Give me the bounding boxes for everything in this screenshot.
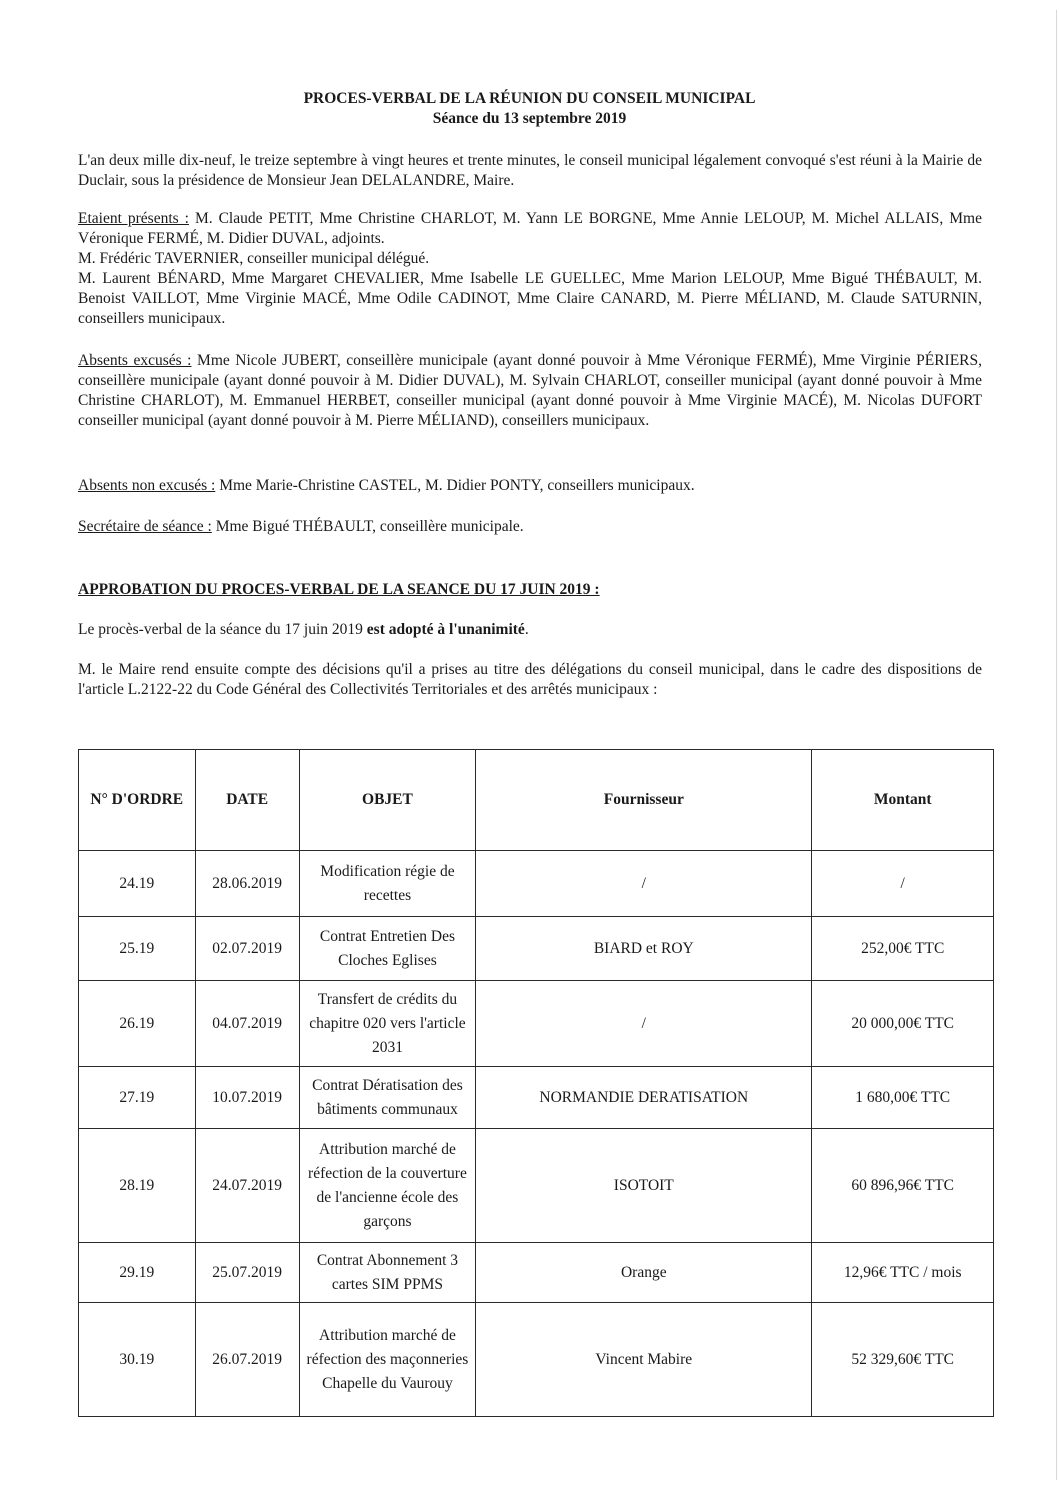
header-montant: Montant <box>812 750 994 851</box>
cell-numero: 25.19 <box>79 917 196 981</box>
presents-adjoints: M. Claude PETIT, Mme Christine CHARLOT, M. Yann LE BORGNE, Mme Annie LELOUP, M. Michel ALLAIS, Mme Véronique FERMÉ, M. Didier DUVAL, adjoints. <box>78 210 982 247</box>
table-header-row <box>79 750 994 851</box>
cell-objet: Attribution marché de réfection des maçonneries Chapelle du Vaurouy <box>299 1303 475 1417</box>
table-row <box>79 1129 994 1243</box>
cell-fournisseur: BIARD et ROY <box>476 917 812 981</box>
cell-montant: / <box>812 851 994 917</box>
table-row <box>79 851 994 917</box>
presents-label: Etaient présents : <box>78 210 189 227</box>
header-date: DATE <box>195 750 299 851</box>
approbation-end: . <box>524 621 529 638</box>
scan-edge-line <box>1056 10 1057 1480</box>
cell-date: 10.07.2019 <box>195 1067 299 1129</box>
cell-date: 26.07.2019 <box>195 1303 299 1417</box>
cell-objet: Transfert de crédits du chapitre 020 vers l'article 2031 <box>299 981 475 1067</box>
approbation-paragraph <box>78 620 982 640</box>
cell-fournisseur: / <box>476 851 812 917</box>
table-row <box>79 1067 994 1129</box>
cell-fournisseur: Vincent Mabire <box>476 1303 812 1417</box>
cell-date: 24.07.2019 <box>195 1129 299 1243</box>
absents-non-excuses-label: Absents non excusés : <box>78 477 216 494</box>
cell-objet: Modification régie de recettes <box>299 851 475 917</box>
intro-paragraph: L'an deux mille dix-neuf, le treize septembre à vingt heures et trente minutes, le conseil municipal légalement convoqué s'est réuni à la Mairie de Duclair, sous la présidence de Monsieur Jean DELALANDRE, Maire. <box>78 152 982 189</box>
cell-objet: Contrat Entretien Des Cloches Eglises <box>299 917 475 981</box>
cell-fournisseur: NORMANDIE DERATISATION <box>476 1067 812 1129</box>
secretaire-label: Secrétaire de séance : <box>78 518 212 535</box>
cell-numero: 24.19 <box>79 851 196 917</box>
cell-numero: 27.19 <box>79 1067 196 1129</box>
decisions-table <box>78 749 994 1417</box>
cell-objet: Contrat Dératisation des bâtiments communaux <box>299 1067 475 1129</box>
cell-fournisseur: Orange <box>476 1243 812 1303</box>
compte-rendu-paragraph: M. le Maire rend ensuite compte des décisions qu'il a prises au titre des délégations du conseil municipal, dans le cadre des dispositions de l'article L.2122-22 du Code Général des Collectivités Territoriales et des arrêtés municipaux : <box>78 661 982 698</box>
secretaire-text: Mme Bigué THÉBAULT, conseillère municipale. <box>215 518 524 535</box>
cell-fournisseur: ISOTOIT <box>476 1129 812 1243</box>
cell-montant: 1 680,00€ TTC <box>812 1067 994 1129</box>
table-row <box>79 1303 994 1417</box>
absents-non-excuses-paragraph <box>78 476 982 496</box>
approbation-heading: APPROBATION DU PROCES-VERBAL DE LA SEANCE DU 17 JUIN 2019 : <box>78 581 600 598</box>
document-header <box>0 89 1059 129</box>
header-objet: OBJET <box>299 750 475 851</box>
presents-block <box>78 209 982 329</box>
header-fournisseur: Fournisseur <box>476 750 812 851</box>
table-row <box>79 1243 994 1303</box>
presents-delegue: M. Frédéric TAVERNIER, conseiller municipal délégué. <box>78 250 430 267</box>
cell-montant: 20 000,00€ TTC <box>812 981 994 1067</box>
document-title: PROCES-VERBAL DE LA RÉUNION DU CONSEIL MUNICIPAL <box>303 90 756 107</box>
cell-date: 25.07.2019 <box>195 1243 299 1303</box>
cell-montant: 12,96€ TTC / mois <box>812 1243 994 1303</box>
cell-objet: Contrat Abonnement 3 cartes SIM PPMS <box>299 1243 475 1303</box>
cell-numero: 26.19 <box>79 981 196 1067</box>
cell-date: 02.07.2019 <box>195 917 299 981</box>
absents-excuses-label: Absents excusés : <box>78 352 192 369</box>
cell-montant: 252,00€ TTC <box>812 917 994 981</box>
cell-date: 04.07.2019 <box>195 981 299 1067</box>
absents-excuses-text: Mme Nicole JUBERT, conseillère municipale (ayant donné pouvoir à Mme Véronique FERMÉ), Mme Virginie PÉRIERS, conseillère municipale (ayant donné pouvoir à M. Didier DUVAL), M. Sylvain CHARLOT, conseiller municipal (ayant donné pouvoir à Mme Christine CHARLOT), M. Emmanuel HERBET, conseiller municipal (ayant donné pouvoir à Mme Virginie MACÉ), M. Nicolas DUFORT conseiller municipal (ayant donné pouvoir à M. Pierre MÉLIAND), conseillers municipaux. <box>78 352 983 429</box>
absents-non-excuses-text: Mme Marie-Christine CASTEL, M. Didier PONTY, conseillers municipaux. <box>219 477 695 494</box>
approbation-text: Le procès-verbal de la séance du 17 juin 2019 <box>78 621 367 638</box>
cell-date: 28.06.2019 <box>195 851 299 917</box>
document-subtitle: Séance du 13 septembre 2019 <box>432 110 627 127</box>
approbation-result: est adopté à l'unanimité <box>366 621 525 638</box>
cell-montant: 60 896,96€ TTC <box>812 1129 994 1243</box>
presents-conseillers: M. Laurent BÉNARD, Mme Margaret CHEVALIER, Mme Isabelle LE GUELLEC, Mme Marion LELOUP, Mme Bigué THÉBAULT, M. Benoist VAILLOT, Mme Virginie MACÉ, Mme Odile CADINOT, Mme Claire CANARD, M. Pierre MÉLIAND, M. Claude SATURNIN, conseillers municipaux. <box>78 270 982 327</box>
cell-numero: 28.19 <box>79 1129 196 1243</box>
absents-excuses-paragraph <box>78 351 982 431</box>
cell-montant: 52 329,60€ TTC <box>812 1303 994 1417</box>
table-row <box>79 917 994 981</box>
cell-numero: 29.19 <box>79 1243 196 1303</box>
table-row <box>79 981 994 1067</box>
cell-numero: 30.19 <box>79 1303 196 1417</box>
header-numero: N° D'ORDRE <box>79 750 196 851</box>
cell-fournisseur: / <box>476 981 812 1067</box>
cell-objet: Attribution marché de réfection de la couverture de l'ancienne école des garçons <box>299 1129 475 1243</box>
secretaire-paragraph <box>78 517 982 537</box>
